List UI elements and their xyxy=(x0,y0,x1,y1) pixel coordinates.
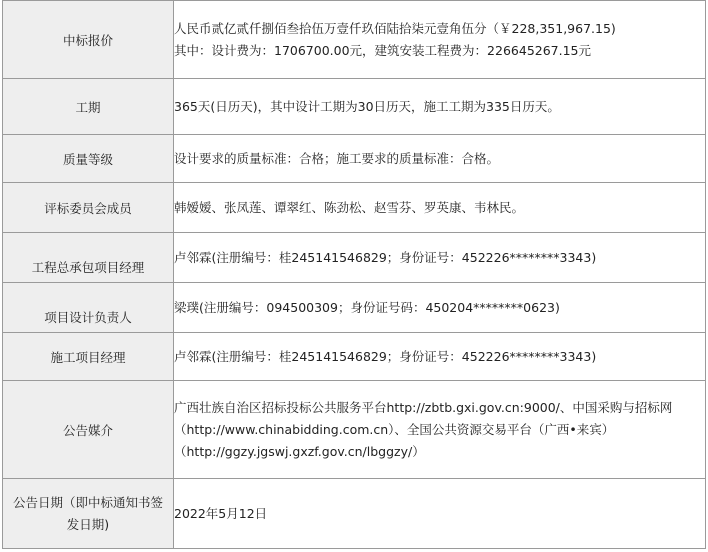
table-row xyxy=(3,233,706,283)
table-row xyxy=(3,479,706,549)
table-row xyxy=(3,283,706,333)
row-label-duration: 工期 xyxy=(3,79,174,135)
row-label-construction-manager: 施工项目经理 xyxy=(3,333,174,381)
table-row xyxy=(3,135,706,183)
row-value-epc-manager xyxy=(174,233,706,283)
row-label-media: 公告媒介 xyxy=(3,381,174,479)
design-lead-label: 项目设计负责人 xyxy=(44,309,132,325)
row-value-construction-manager xyxy=(174,333,706,381)
table-row xyxy=(3,333,706,381)
design-lead-text: 梁璞(注册编号：094500309；身份证号码：450204********0623) xyxy=(174,299,560,315)
row-value-media xyxy=(174,381,706,479)
bid-price-amount: 人民币贰亿贰仟捌佰叁拾伍万壹仟玖佰陆拾柒元壹角伍分（￥228,351,967.15) xyxy=(174,20,616,36)
row-label-design-lead xyxy=(3,283,174,333)
row-value-committee xyxy=(174,183,706,233)
announce-date-label-line1: 公告日期（即中标通知书签 xyxy=(12,494,163,510)
announce-date-label-line2: 发日期) xyxy=(66,516,110,532)
table-row xyxy=(3,1,706,79)
quality-text: 设计要求的质量标准：合格；施工要求的质量标准：合格。 xyxy=(174,150,500,166)
table-row xyxy=(3,79,706,135)
bid-price-breakdown: 其中：设计费为：1706700.00元，建筑安装工程费为：226645267.15元 xyxy=(174,42,592,58)
table-row xyxy=(3,183,706,233)
row-value-design-lead xyxy=(174,283,706,333)
table-row xyxy=(3,381,706,479)
row-value-announce-date xyxy=(174,479,706,549)
award-info-table xyxy=(2,0,706,549)
row-label-announce-date xyxy=(3,479,174,549)
epc-manager-label: 工程总承包项目经理 xyxy=(31,259,145,275)
row-label-epc-manager xyxy=(3,233,174,283)
row-value-duration xyxy=(174,79,706,135)
media-text: 广西壮族自治区招标投标公共服务平台http://zbtb.gxi.gov.cn:9000/、中国采购与招标网（http://www.chinabidding.com.cn）、全国公共资源交易平台（广西•来宾）（http://ggzy.jgswj.gxzf.gov.cn/lbggzy/） xyxy=(174,399,673,459)
duration-text: 365天(日历天)，其中设计工期为30日历天，施工工期为335日历天。 xyxy=(174,98,560,114)
announce-date-text: 2022年5月12日 xyxy=(174,505,268,521)
row-value-quality xyxy=(174,135,706,183)
row-label-bid-price: 中标报价 xyxy=(3,1,174,79)
committee-members-text: 韩嫒嫒、张凤莲、谭翠红、陈劲松、赵雪芬、罗英康、韦林民。 xyxy=(174,199,525,215)
row-value-bid-price xyxy=(174,1,706,79)
row-label-quality: 质量等级 xyxy=(3,135,174,183)
epc-manager-text: 卢邻霖(注册编号：桂245141546829；身份证号：452226********3343) xyxy=(174,249,597,265)
construction-manager-text: 卢邻霖(注册编号：桂245141546829；身份证号：452226********3343) xyxy=(174,348,597,364)
row-label-committee: 评标委员会成员 xyxy=(3,183,174,233)
